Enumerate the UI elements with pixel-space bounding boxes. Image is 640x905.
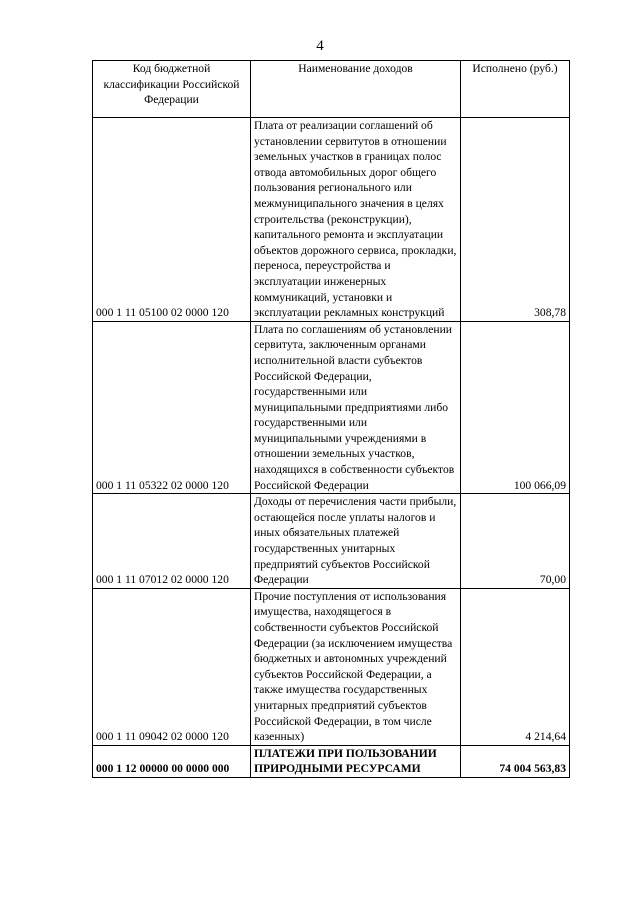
revenue-table	[92, 60, 570, 778]
revenue-name-cell: Плата от реализации соглашений об установлении сервитутов в отношении земельных участков в границах полос отвода автомобильных дорог общего пользования регионального или межмуниципального значения в целях строительства (реконструкции), капитального ремонта и эксплуатации объектов дорожного сервиса, прокладки, переноса, переустройства и эксплуатации инженерных коммуникаций, установки и эксплуатации рекламных конструкций	[251, 118, 461, 322]
column-header-name: Наименование доходов	[251, 61, 461, 118]
budget-code-cell: 000 1 11 09042 02 0000 120	[93, 588, 251, 745]
revenue-name-cell: Плата по соглашениям об установлении сервитута, заключенным органами исполнительной власти субъектов Российской Федерации, государственными или муниципальными предприятиями либо государственными или муниципальными учреждениями в отношении земельных участков, находящихся в собственности субъектов Российской Федерации	[251, 321, 461, 494]
column-header-amount: Исполнено (руб.)	[461, 61, 570, 118]
amount-cell: 4 214,64	[461, 588, 570, 745]
amount-cell: 70,00	[461, 494, 570, 589]
table-header-row	[93, 61, 570, 118]
table-row	[93, 118, 570, 322]
table-row-section-total	[93, 745, 570, 777]
amount-cell: 308,78	[461, 118, 570, 322]
column-header-code: Код бюджетной классификации Российской Федерации	[93, 61, 251, 118]
revenue-name-cell: Доходы от перечисления части прибыли, остающейся после уплаты налогов и иных обязательных платежей государственных унитарных предприятий субъектов Российской Федерации	[251, 494, 461, 589]
budget-code-cell: 000 1 12 00000 00 0000 000	[93, 745, 251, 777]
table-row	[93, 321, 570, 494]
table-row	[93, 588, 570, 745]
table-row	[93, 494, 570, 589]
amount-cell: 100 066,09	[461, 321, 570, 494]
revenue-name-cell: ПЛАТЕЖИ ПРИ ПОЛЬЗОВАНИИ ПРИРОДНЫМИ РЕСУРСАМИ	[251, 745, 461, 777]
revenue-name-cell: Прочие поступления от использования имущества, находящегося в собственности субъектов Российской Федерации (за исключением имущества бюджетных и автономных учреждений субъектов Российской Федерации, а также имущества государственных унитарных предприятий субъектов Российской Федерации, в том числе казенных)	[251, 588, 461, 745]
page-number: 4	[316, 38, 324, 54]
budget-code-cell: 000 1 11 07012 02 0000 120	[93, 494, 251, 589]
budget-code-cell: 000 1 11 05322 02 0000 120	[93, 321, 251, 494]
budget-code-cell: 000 1 11 05100 02 0000 120	[93, 118, 251, 322]
amount-cell: 74 004 563,83	[461, 745, 570, 777]
